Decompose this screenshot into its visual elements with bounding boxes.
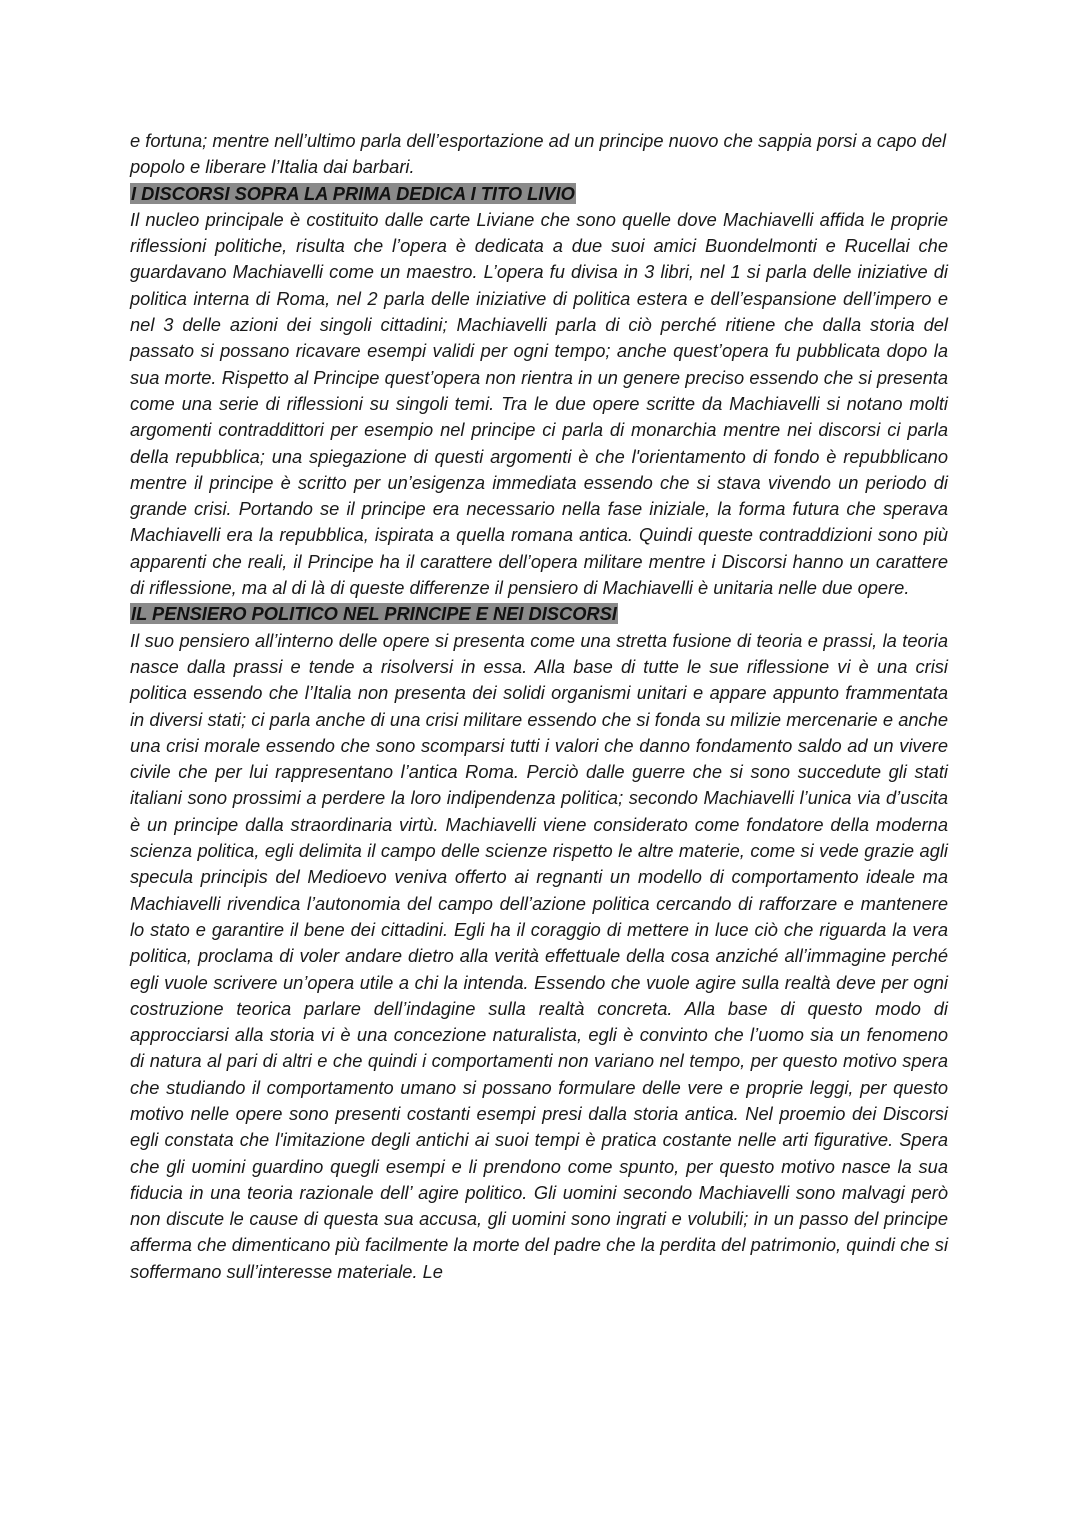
section-heading [130, 601, 948, 627]
section-discorsi [130, 181, 948, 602]
section-heading-text: IL PENSIERO POLITICO NEL PRINCIPE E NEI DISCORSI [131, 603, 617, 625]
section-body: Il suo pensiero all’interno delle opere si presenta come una stretta fusione di teoria e prassi, la teoria nasce dalla prassi e tende a risolversi in essa. Alla base di tutte le sue riflessione vi è una crisi politica essendo che l’Italia non presenta dei solidi organismi unitari e appare appunto frammentata in diversi stati; ci parla anche di una crisi militare essendo che si fonda su milizie mercenarie e anche una crisi morale essendo che sono scomparsi tutti i valori che danno fondamento saldo ad un vivere civile che per lui rappresentano l’antica Roma. Perciò dalle guerre che si sono succedute gli stati italiani sono prossimi a perdere la loro indipendenza politica; secondo Machiavelli l’unica via d’uscita è un principe dalla straordinaria virtù. Machiavelli viene considerato come fondatore della moderna scienza politica, egli delimita il campo delle scienze rispetto le altre materie, come si vede grazie agli specula principis del Medioevo veniva offerto ai regnanti un modello di comportamento ideale ma Machiavelli rivendica l’autonomia del campo dell’azione politica cercando di rafforzare e mantenere lo stato e garantire il bene dei cittadini. Egli ha il coraggio di mettere in luce ciò che riguarda la vera politica, proclama di voler andare dietro alla verità effettuale della cosa anziché all’immagine perché egli vuole scrivere un’opera utile a chi la intenda. Essendo che vuole agire sulla realtà deve per ogni costruzione teorica parlare dell’indagine sulla realtà concreta. Alla base di questo modo di approcciarsi alla storia vi è una concezione naturalista, egli è convinto che l’uomo sia un fenomeno di natura al pari di altri e che quindi i comportamenti non variano nel tempo, per questo motivo spera che studiando il comportamento umano si possano formulare delle vere e proprie leggi, per questo motivo nelle opere sono presenti costanti esempi presi dalla storia antica. Nel proemio dei Discorsi egli constata che l'imitazione degli antichi ai suoi tempi è pratica costante nelle arti figurative. Spera che gli uomini guardino quegli esempi e li prendono come spunto, per questo motivo nasce la sua fiducia in una teoria razionale dell’ agire politico. Gli uomini secondo Machiavelli sono malvagi però non discute le cause di questa sua accusa, gli uomini sono ingrati e volubili; in un passo del principe afferma che dimenticano più facilmente la morte del padre che la perdita del patrimonio, quindi che si soffermano sull’interesse materiale. Le [130, 629, 948, 1282]
section-heading [130, 181, 948, 207]
document-page [130, 128, 948, 1285]
section-heading-text: I DISCORSI SOPRA LA PRIMA DEDICA I TITO LIVIO [131, 182, 575, 204]
section-body: Il nucleo principale è costituito dalle carte Liviane che sono quelle dove Machiavelli affida le proprie riflessioni politiche, risulta che l’opera è dedicata a due suoi amici Buondelmonti e Rucellai che guardavano Machiavelli come un maestro. L’opera fu divisa in 3 libri, nel 1 si parla delle iniziative di politica interna di Roma, nel 2 parla delle iniziative di politica estera e dell’espansione dell’impero e nel 3 delle azioni dei singoli cittadini; Machiavelli parla di ciò perché ritiene che dalla storia del passato si possano ricavare esempi validi per ogni tempo; anche quest’opera fu pubblicata dopo la sua morte. Rispetto al Principe quest’opera non rientra in un genere preciso essendo che si presenta come una serie di riflessioni su singoli temi. Tra le due opere scritte da Machiavelli si notano molti argomenti contraddittori per esempio nel principe ci parla di monarchia mentre nei discorsi ci parla della repubblica; una spiegazione di questi argomenti è che l'orientamento di fondo è repubblicano mentre il principe è scritto per un’esigenza immediata essendo che si stava vivendo un periodo di grande crisi. Portando se il principe era necessario nella fase iniziale, la forma futura che sperava Machiavelli era la repubblica, ispirata a quella romana antica. Quindi queste contraddizioni sono più apparenti che reali, il Principe ha il carattere dell’opera militare mentre i Discorsi hanno un carattere di riflessione, ma al di là di queste differenze il pensiero di Machiavelli è unitaria nelle due opere. [130, 208, 948, 599]
intro-paragraph: e fortuna; mentre nell’ultimo parla dell’esportazione ad un principe nuovo che sappia porsi a capo del popolo e liberare l’Italia dai barbari. [130, 130, 947, 178]
section-pensiero-politico [130, 601, 948, 1285]
